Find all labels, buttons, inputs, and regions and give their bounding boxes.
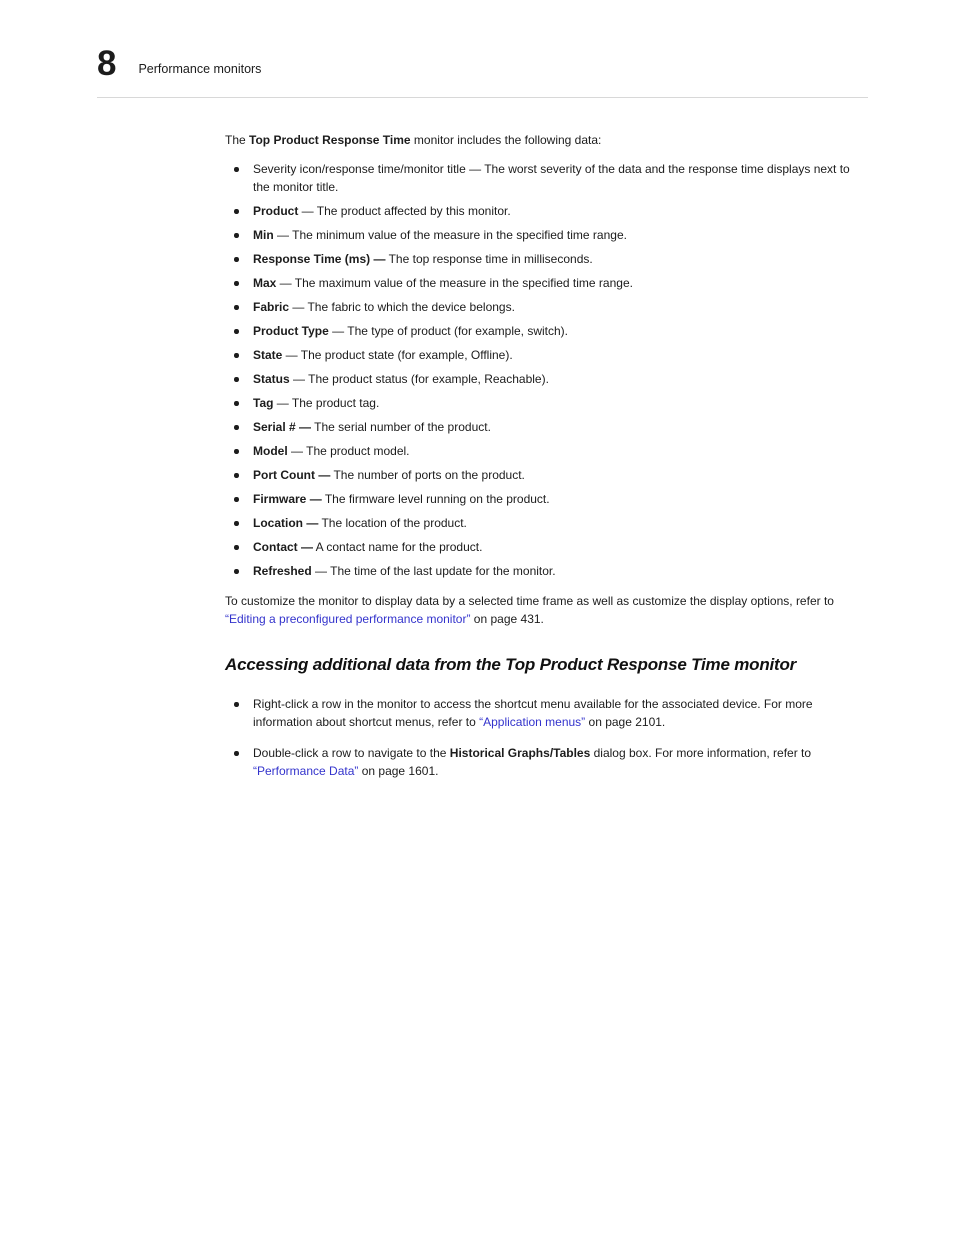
- field-model: Model — The product model.: [225, 442, 853, 460]
- action-text-post: on page 2101.: [585, 715, 666, 730]
- action-right-click: [225, 695, 853, 731]
- bullet-icon: [234, 209, 239, 214]
- bullet-icon: [234, 702, 239, 707]
- section-heading: Accessing additional data from the Top Product Response Time monitor: [225, 655, 797, 674]
- bullet-icon: [234, 521, 239, 526]
- bullet-icon: [234, 449, 239, 454]
- field-port-count: Port Count — The number of ports on the product.: [225, 466, 853, 484]
- field-response-time: Response Time (ms) — The top response time in milliseconds.: [225, 250, 853, 268]
- header-rule: [97, 97, 868, 98]
- action-text-pre: Right-click a row in the monitor to access the shortcut menu available for the associated device. For more information about shortcut menus, refer to: [253, 697, 813, 730]
- bullet-icon: [234, 425, 239, 430]
- bullet-icon: [234, 353, 239, 358]
- field-contact: Contact — A contact name for the product.: [225, 538, 853, 556]
- chapter-title: Performance monitors: [138, 62, 262, 76]
- field-firmware: Firmware — The firmware level running on the product.: [225, 490, 853, 508]
- bullet-icon: [234, 401, 239, 406]
- bullet-icon: [234, 233, 239, 238]
- bullet-icon: [234, 751, 239, 756]
- field-status: Status — The product status (for example, Reachable).: [225, 370, 853, 388]
- field-serial-number: Serial # — The serial number of the product.: [225, 418, 853, 436]
- field-min: Min — The minimum value of the measure in the specified time range.: [225, 226, 853, 244]
- bullet-icon: [234, 497, 239, 502]
- field-severity: Severity icon/response time/monitor title — The worst severity of the data and the response time displays next to the monitor title.: [225, 160, 853, 196]
- action-text-post: on page 1601.: [358, 764, 439, 779]
- chapter-number: 8: [97, 44, 117, 83]
- field-location: Location — The location of the product.: [225, 514, 853, 532]
- field-fabric: Fabric — The fabric to which the device belongs.: [225, 298, 853, 316]
- intro-text-pre: The: [225, 133, 250, 147]
- bullet-icon: [234, 167, 239, 172]
- field-max: Max — The maximum value of the measure in the specified time range.: [225, 274, 853, 292]
- bullet-icon: [234, 329, 239, 334]
- customize-text-post: on page 431.: [470, 612, 544, 626]
- bullet-icon: [234, 377, 239, 382]
- link-performance-data[interactable]: “Performance Data”: [253, 764, 359, 779]
- field-tag: Tag — The product tag.: [225, 394, 853, 412]
- customize-text-pre: To customize the monitor to display data by a selected time frame as well as customize the display options, refer to: [225, 594, 834, 608]
- page-content: [225, 131, 873, 793]
- dialog-name: Historical Graphs/Tables: [449, 746, 591, 761]
- actions-list: [225, 695, 873, 780]
- bullet-icon: [234, 473, 239, 478]
- bullet-icon: [234, 257, 239, 262]
- bullet-icon: [234, 569, 239, 574]
- action-double-click: [225, 744, 853, 780]
- link-editing-preconfigured-performance-monitor[interactable]: “Editing a preconfigured performance monitor”: [225, 612, 471, 626]
- field-refreshed: Refreshed — The time of the last update for the monitor.: [225, 562, 853, 580]
- intro-paragraph: [225, 131, 873, 149]
- intro-text-post: monitor includes the following data:: [410, 133, 602, 147]
- action-text-pre: Double-click a row to navigate to the: [253, 746, 450, 761]
- intro-monitor-name: Top Product Response Time: [249, 133, 411, 147]
- action-text-mid: dialog box. For more information, refer to: [590, 746, 812, 761]
- field-product: Product — The product affected by this monitor.: [225, 202, 853, 220]
- link-application-menus[interactable]: “Application menus”: [479, 715, 586, 730]
- field-state: State — The product state (for example, Offline).: [225, 346, 853, 364]
- bullet-icon: [234, 305, 239, 310]
- bullet-icon: [234, 281, 239, 286]
- customize-paragraph: [225, 592, 873, 628]
- page-header: [97, 46, 261, 81]
- bullet-icon: [234, 545, 239, 550]
- data-field-list: [225, 160, 873, 580]
- field-product-type: Product Type — The type of product (for example, switch).: [225, 322, 853, 340]
